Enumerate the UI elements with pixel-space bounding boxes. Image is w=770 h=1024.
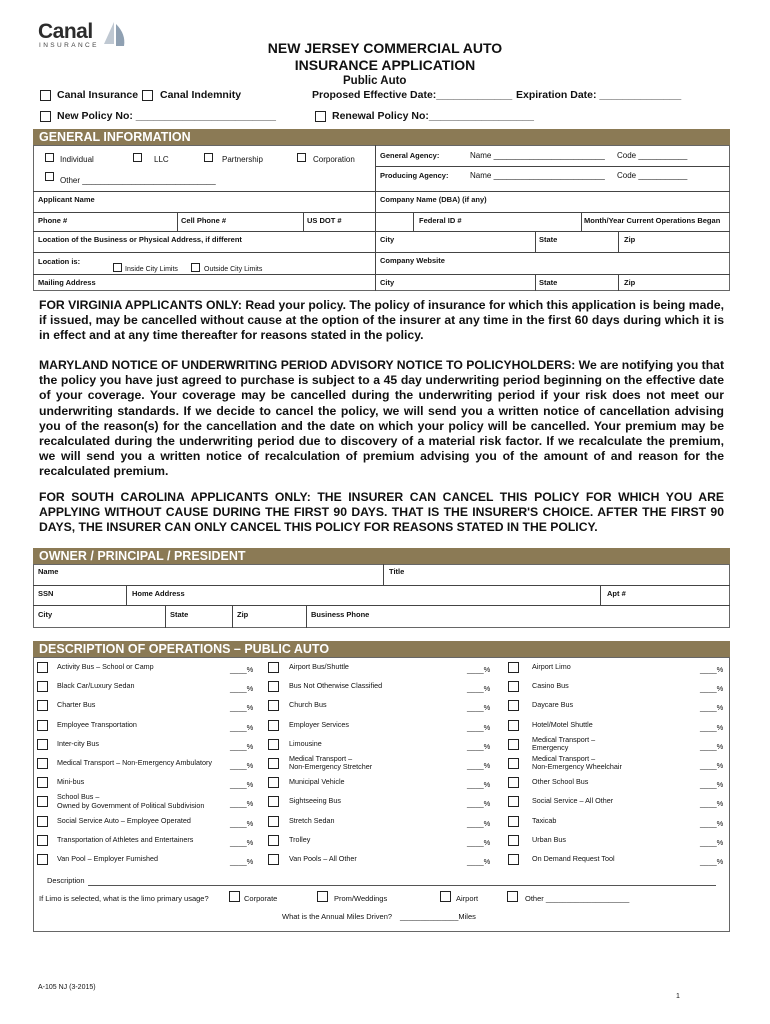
operation-label: [289, 701, 327, 709]
operation-checkbox[interactable]: [268, 758, 279, 769]
operation-label-line1: Employee Transportation: [57, 719, 137, 729]
operation-label-line1: Stretch Sedan: [289, 815, 335, 825]
operation-label: [289, 817, 335, 825]
logo-name: Canal: [38, 20, 93, 43]
operation-checkbox[interactable]: [37, 739, 48, 750]
state2-label: State: [539, 278, 558, 287]
operation-checkbox[interactable]: [268, 777, 279, 788]
other-checkbox[interactable]: [45, 172, 54, 181]
divider: [581, 212, 582, 231]
new-policy-checkbox[interactable]: [40, 111, 51, 122]
operation-checkbox[interactable]: [37, 758, 48, 769]
zip-label: Zip: [624, 235, 636, 244]
operation-checkbox[interactable]: [508, 777, 519, 788]
location-label: Location of the Business or Physical Address, if different: [38, 235, 242, 244]
owner-title-label: Title: [389, 567, 405, 576]
inside-city-label: Inside City Limits: [125, 266, 178, 273]
general-heading: GENERAL INFORMATION: [33, 129, 730, 145]
operation-checkbox[interactable]: [37, 681, 48, 692]
operation-label: [289, 836, 310, 844]
operation-checkbox[interactable]: [37, 777, 48, 788]
operation-label-line1: Trolley: [289, 834, 311, 844]
new-policy-field[interactable]: New Policy No: ________________________: [57, 110, 276, 122]
divider: [535, 231, 536, 252]
operation-label: [57, 836, 193, 844]
operation-label-line1: Urban Bus: [532, 834, 566, 844]
operation-percent[interactable]: ____%: [230, 780, 254, 790]
partnership-checkbox[interactable]: [204, 153, 213, 162]
individual-label: Individual: [60, 155, 94, 164]
operation-label-line1: Inter-city Bus: [57, 738, 99, 748]
operation-label: [57, 701, 95, 709]
form-title-1: NEW JERSEY COMMERCIAL AUTO: [267, 40, 503, 56]
operation-label-line1: Bus Not Otherwise Classified: [289, 681, 383, 691]
divider: [33, 585, 730, 586]
operation-label: [532, 836, 566, 844]
operation-percent[interactable]: ____%: [467, 857, 491, 866]
operation-percent[interactable]: ____%: [467, 780, 491, 790]
operation-label: [289, 855, 357, 863]
operation-label-line1: Other School Bus: [532, 777, 589, 787]
operation-label-line1: School Bus –: [57, 792, 100, 802]
operation-label-line1: Van Pools – All Other: [289, 854, 357, 863]
operation-percent[interactable]: ____%: [467, 741, 491, 751]
operation-checkbox[interactable]: [37, 796, 48, 807]
operation-percent[interactable]: ____%: [467, 818, 491, 828]
operation-checkbox[interactable]: [37, 854, 48, 865]
operation-percent[interactable]: ____%: [700, 741, 724, 751]
operation-label: [57, 663, 154, 671]
operation-label-line1: Airport Bus/Shuttle: [289, 662, 349, 671]
operation-percent[interactable]: ____%: [230, 684, 254, 694]
operation-label: [532, 701, 573, 709]
apt-label: Apt #: [607, 589, 626, 598]
divider: [375, 166, 730, 167]
producing-agency-label: Producing Agency:: [380, 171, 449, 180]
prom-checkbox[interactable]: [317, 891, 328, 902]
operation-checkbox[interactable]: [508, 739, 519, 750]
operation-percent[interactable]: ____%: [230, 818, 254, 828]
location-is-label: Location is:: [38, 257, 81, 266]
operation-label-line1: Medical Transport – Non-Emergency Ambulatory: [57, 758, 212, 767]
corporation-label: Corporation: [313, 155, 355, 164]
operation-label-line1: Social Service – All Other: [532, 796, 614, 806]
divider: [126, 585, 127, 605]
operation-checkbox[interactable]: [268, 835, 279, 846]
operation-checkbox[interactable]: [508, 662, 519, 673]
owner-zip-label: Zip: [237, 610, 249, 619]
limo-question: If Limo is selected, what is the limo primary usage?: [39, 894, 209, 903]
corporate-checkbox[interactable]: [229, 891, 240, 902]
form-id: A-105 NJ (3-2015): [38, 984, 96, 991]
operation-checkbox[interactable]: [268, 681, 279, 692]
operation-label: [532, 755, 622, 772]
other-field[interactable]: Other ______________________________: [60, 176, 216, 185]
operation-checkbox[interactable]: [508, 758, 519, 769]
divider: [33, 252, 730, 253]
divider: [618, 231, 619, 252]
operation-label: [289, 755, 372, 772]
operation-percent[interactable]: ____%: [467, 761, 491, 770]
operation-checkbox[interactable]: [508, 796, 519, 807]
operation-label-line1: Sightseeing Bus: [289, 796, 341, 806]
operation-percent[interactable]: ____%: [230, 703, 254, 713]
expiration-date-field[interactable]: Expiration Date: ______________: [516, 89, 682, 101]
operation-label: [57, 682, 135, 690]
operation-label: [289, 663, 349, 671]
general-agency-code[interactable]: Code ___________: [617, 151, 688, 160]
operation-percent[interactable]: ____%: [700, 722, 724, 732]
operation-checkbox[interactable]: [268, 816, 279, 827]
mailing-label: Mailing Address: [38, 278, 96, 287]
operation-label: [532, 663, 571, 671]
operation-percent[interactable]: ____%: [467, 703, 491, 713]
corporation-checkbox[interactable]: [297, 153, 306, 162]
operation-percent[interactable]: ____%: [700, 703, 724, 713]
operation-label: [289, 682, 382, 690]
zip2-label: Zip: [624, 278, 636, 287]
other-usage-field[interactable]: Other ____________________: [525, 894, 630, 903]
operation-checkbox[interactable]: [37, 662, 48, 673]
operation-checkbox[interactable]: [508, 700, 519, 711]
description-line[interactable]: [88, 885, 716, 886]
owner-city-label: City: [38, 610, 53, 619]
operation-label: [57, 759, 212, 767]
divider: [306, 605, 307, 628]
canal-insurance-checkbox[interactable]: [40, 90, 51, 101]
airport-label: Airport: [456, 894, 479, 903]
general-agency-label: General Agency:: [380, 151, 440, 160]
llc-label: LLC: [154, 155, 169, 164]
operation-label-line1: Taxicab: [532, 815, 557, 825]
operation-checkbox[interactable]: [508, 681, 519, 692]
operation-percent[interactable]: ____%: [230, 665, 254, 674]
home-address-label: Home Address: [132, 589, 185, 598]
operation-label: [532, 778, 588, 786]
operation-label-line1: Casino Bus: [532, 681, 569, 691]
prom-label: Prom/Weddings: [334, 894, 388, 903]
operation-checkbox[interactable]: [268, 720, 279, 731]
divider: [413, 212, 414, 231]
operation-percent[interactable]: ____%: [230, 799, 254, 809]
operation-checkbox[interactable]: [268, 796, 279, 807]
renewal-policy-field[interactable]: Renewal Policy No:__________________: [332, 110, 534, 122]
operation-label: [57, 721, 137, 729]
operation-checkbox[interactable]: [508, 720, 519, 731]
operation-checkbox[interactable]: [37, 700, 48, 711]
general-agency-name[interactable]: Name _________________________: [470, 151, 605, 160]
miles-question: What is the Annual Miles Driven?: [282, 912, 393, 921]
operation-percent[interactable]: ____%: [467, 799, 491, 809]
operation-label: [289, 797, 341, 805]
operation-label: [57, 855, 158, 863]
operation-label-line2: Non-Emergency Stretcher: [289, 762, 373, 772]
applicant-name-label: Applicant Name: [38, 195, 95, 204]
divider: [375, 145, 376, 191]
airport-checkbox[interactable]: [440, 891, 451, 902]
outside-city-checkbox[interactable]: [191, 263, 200, 272]
divider: [165, 605, 166, 628]
operation-percent[interactable]: ____%: [467, 837, 491, 847]
inside-city-checkbox[interactable]: [113, 263, 122, 272]
operation-percent[interactable]: ____%: [230, 761, 254, 770]
operation-checkbox[interactable]: [268, 662, 279, 673]
operation-label: [57, 778, 84, 786]
federal-label: Federal ID #: [419, 216, 462, 225]
operations-heading: DESCRIPTION OF OPERATIONS – PUBLIC AUTO: [33, 641, 730, 657]
other-usage-checkbox[interactable]: [507, 891, 518, 902]
operation-label-line2: Owned by Government of Political Subdivision: [57, 800, 205, 810]
operation-checkbox[interactable]: [508, 835, 519, 846]
operation-label: [532, 736, 595, 753]
divider: [33, 231, 730, 232]
canal-insurance-label: Canal Insurance: [57, 89, 139, 101]
divider: [33, 191, 730, 192]
canal-indemnity-checkbox[interactable]: [142, 90, 153, 101]
operation-label-line1: Municipal Vehicle: [289, 777, 345, 787]
operation-label: [532, 682, 569, 690]
operation-label: [289, 778, 345, 786]
operation-label-line1: Hotel/Motel Shuttle: [532, 719, 593, 729]
operation-label: [532, 721, 593, 729]
logo-sub: INSURANCE: [39, 42, 99, 49]
operation-percent[interactable]: ____%: [230, 741, 254, 751]
operation-label-line1: Airport Limo: [532, 662, 571, 671]
individual-checkbox[interactable]: [45, 153, 54, 162]
operation-label-line1: Charter Bus: [57, 700, 96, 710]
divider: [232, 605, 233, 628]
proposed-date-field[interactable]: Proposed Effective Date:_____________: [312, 89, 513, 101]
city2-label: City: [380, 278, 395, 287]
operation-label-line1: Limousine: [289, 738, 322, 748]
operation-label-line1: Medical Transport –: [532, 734, 596, 744]
operation-percent[interactable]: ____%: [467, 665, 491, 674]
page-number: 1: [676, 993, 680, 1000]
operation-checkbox[interactable]: [268, 700, 279, 711]
outside-city-label: Outside City Limits: [204, 266, 263, 273]
operation-percent[interactable]: ____%: [230, 722, 254, 732]
owner-state-label: State: [170, 610, 189, 619]
operation-checkbox[interactable]: [37, 720, 48, 731]
operation-percent[interactable]: ____%: [700, 857, 724, 866]
canal-indemnity-label: Canal Indemnity: [160, 89, 242, 101]
producing-agency-code[interactable]: Code ___________: [617, 171, 688, 180]
operation-label-line1: Employer Services: [289, 719, 349, 729]
operation-label-line1: Mini-bus: [57, 777, 85, 787]
operation-label: [532, 817, 556, 825]
operation-label-line2: Emergency: [532, 743, 569, 753]
operation-label-line1: Activity Bus – School or Camp: [57, 662, 154, 671]
city-label: City: [380, 235, 395, 244]
operation-percent[interactable]: ____%: [700, 684, 724, 694]
divider: [33, 274, 730, 275]
operation-percent[interactable]: ____%: [700, 665, 724, 674]
operation-checkbox[interactable]: [508, 816, 519, 827]
operation-label: [532, 797, 613, 805]
divider: [303, 212, 304, 231]
operation-percent[interactable]: ____%: [700, 818, 724, 828]
usdot-label: US DOT #: [307, 216, 342, 225]
operation-percent[interactable]: ____%: [700, 837, 724, 847]
divider: [618, 274, 619, 291]
divider: [600, 585, 601, 605]
operation-label: [57, 817, 191, 825]
operation-percent[interactable]: ____%: [700, 761, 724, 770]
operation-label: [532, 855, 615, 863]
divider: [33, 605, 730, 606]
operation-percent[interactable]: ____%: [230, 857, 254, 866]
miles-field[interactable]: ______________Miles: [400, 912, 476, 921]
operation-checkbox[interactable]: [37, 816, 48, 827]
operation-checkbox[interactable]: [508, 854, 519, 865]
operation-checkbox[interactable]: [268, 854, 279, 865]
operation-label: [289, 721, 349, 729]
business-phone-label: Business Phone: [311, 610, 370, 619]
operation-percent[interactable]: ____%: [700, 780, 724, 790]
operation-checkbox[interactable]: [37, 835, 48, 846]
cell-label: Cell Phone #: [181, 216, 227, 225]
operation-label-line1: On Demand Request Tool: [532, 854, 615, 863]
state-label: State: [539, 235, 558, 244]
operation-checkbox[interactable]: [268, 739, 279, 750]
phone-label: Phone #: [38, 216, 68, 225]
operation-label-line1: Social Service Auto – Employee Operated: [57, 815, 191, 825]
divider: [375, 191, 376, 291]
divider: [383, 564, 384, 585]
operation-label: [289, 740, 322, 748]
divider: [177, 212, 178, 231]
owner-heading: OWNER / PRINCIPAL / PRESIDENT: [33, 548, 730, 564]
operation-percent[interactable]: ____%: [700, 799, 724, 809]
partnership-label: Partnership: [222, 155, 263, 164]
form-title-2: INSURANCE APPLICATION: [294, 57, 476, 73]
company-name-label: Company Name (DBA) (if any): [380, 195, 487, 204]
operation-label-line1: Daycare Bus: [532, 700, 574, 710]
renewal-policy-checkbox[interactable]: [315, 111, 326, 122]
operation-percent[interactable]: ____%: [230, 837, 254, 847]
ssn-label: SSN: [38, 589, 54, 598]
operation-label-line1: Medical Transport –: [532, 754, 596, 763]
corporate-label: Corporate: [244, 894, 278, 903]
divider: [535, 274, 536, 291]
operation-label-line1: Transportation of Athletes and Entertainers: [57, 834, 194, 844]
virginia-notice: FOR VIRGINIA APPLICANTS ONLY: Read your policy. The policy of insurance for which this application is being made, if issued, may be cancelled without cause at the option of the insurer at any time in the first 60 days during which it is in effect and at any time thereafter for reasons stated in the policy.: [39, 298, 724, 343]
divider: [33, 212, 730, 213]
owner-name-label: Name: [38, 567, 59, 576]
south-carolina-notice: FOR SOUTH CAROLINA APPLICANTS ONLY: THE INSURER CAN CANCEL THIS POLICY FOR WHICH YOU ARE APPLYING WITHOUT CAUSE DURING THE FIRST 90 DAYS. THAT IS THE INSURER'S CHOICE. AFTER THE FIRST 90 DAYS, THE INSURER CAN ONLY CANCEL THIS POLICY FOR REASONS STATED IN THE POLICY.: [39, 490, 724, 535]
operation-label-line2: Non-Emergency Wheelchair: [532, 762, 622, 772]
operation-label-line1: Van Pool – Employer Furnished: [57, 854, 158, 863]
form-subtitle: Public Auto: [343, 75, 407, 87]
operation-percent[interactable]: ____%: [467, 684, 491, 694]
operation-label: [57, 740, 99, 748]
description-label: Description: [47, 876, 85, 885]
producing-agency-name[interactable]: Name _________________________: [470, 171, 605, 180]
website-label: Company Website: [380, 256, 445, 265]
llc-checkbox[interactable]: [133, 153, 142, 162]
operation-label-line1: Church Bus: [289, 700, 327, 710]
month-year-label: Month/Year Current Operations Began: [584, 216, 721, 225]
operation-label-line1: Medical Transport –: [289, 754, 353, 763]
maryland-notice: MARYLAND NOTICE OF UNDERWRITING PERIOD ADVISORY NOTICE TO POLICYHOLDERS: We are notifying you that the policy you have just agreed to purchase is subject to a 45 day underwriting period beginning on the effective date of your coverage. Your coverage may be cancelled during the underwriting period if your risk does not meet our underwriting standards. If we decide to cancel the policy, we will send you a written notice of cancellation advising you of the reason(s) for the cancellation and the date on which your policy will be cancelled. Your premium may be recalculated during the underwriting period due to discovery of a material risk factor. If we recalculate the premium, we will send you a written notice of recalculation of premium advising you of the amount of and reason for the recalculated premium.: [39, 358, 725, 479]
operation-label-line1: Black Car/Luxury Sedan: [57, 681, 135, 691]
operation-label: [57, 793, 204, 810]
operation-percent[interactable]: ____%: [467, 722, 491, 732]
